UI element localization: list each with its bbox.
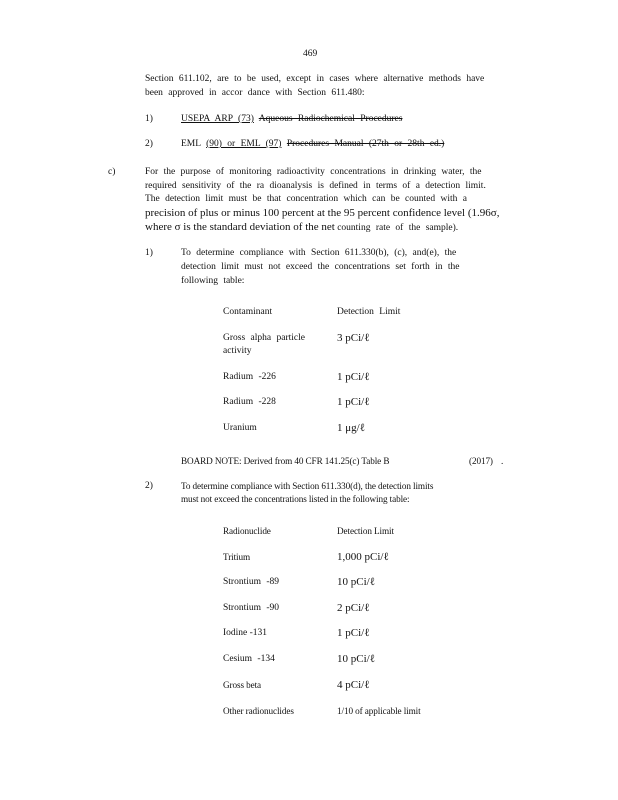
method-2-deleted-title: Procedures Manual (27th or 28th ed.) bbox=[286, 139, 445, 149]
table2-row-1-name: Tritium bbox=[223, 552, 251, 562]
sub1-line-3: following table: bbox=[181, 276, 245, 286]
method-1-deleted-title: Aqueous Radiochemical Procedures bbox=[258, 114, 403, 124]
table1-row-3-name: Radium -228 bbox=[223, 397, 276, 407]
sub2-number: 2) bbox=[145, 481, 153, 491]
table1-row-1-name-cont: activity bbox=[223, 346, 252, 356]
table2-row-5-value: 10 pCi/ℓ bbox=[337, 653, 375, 665]
section-c-line-2: required sensitivity of the ra dioanalysis is defined in terms of a detection limit. bbox=[145, 181, 486, 191]
section-c-line-5-b: counting rate of the sample). bbox=[337, 223, 459, 233]
table2-row-5-name: Cesium -134 bbox=[223, 654, 275, 664]
table2-row-6-value: 4 pCi/ℓ bbox=[337, 679, 370, 691]
table2-row-6-name: Gross beta bbox=[223, 680, 262, 690]
sub2-line-1: To determine compliance with Section 611.330(d), the detection limits bbox=[181, 481, 434, 491]
table1-header-limit: Detection Limit bbox=[337, 307, 401, 317]
method-1-citation: USEPA ARP (73) bbox=[181, 114, 254, 124]
section-c-line-4: precision of plus or minus 100 percent at the 95 percent confidence level (1.96σ, bbox=[145, 207, 500, 219]
table2-row-4-name: Iodine -131 bbox=[223, 628, 268, 638]
table2-row-2-name: Strontium -89 bbox=[223, 577, 280, 587]
table2-row-7-name: Other radionuclides bbox=[223, 706, 294, 716]
section-c-label: c) bbox=[108, 167, 116, 177]
sub1-line-1: To determine compliance with Section 611.330(b), (c), and(e), the bbox=[181, 248, 457, 258]
table2-header-limit: Detection Limit bbox=[337, 526, 394, 536]
method-2-citation: EML bbox=[181, 139, 201, 149]
section-c-line-5 bbox=[145, 221, 458, 233]
board-note: BOARD NOTE: Derived from 40 CFR 141.25(c) Table B bbox=[181, 456, 390, 466]
method-2-number: 2) bbox=[145, 139, 153, 149]
intro-line-1: Section 611.102, are to be used, except in cases where alternative methods have bbox=[145, 74, 485, 84]
table1-row-1-value: 3 pCi/ℓ bbox=[337, 332, 370, 344]
table1-row-4-value: 1 μg/ℓ bbox=[337, 422, 365, 434]
method-2-text bbox=[181, 139, 444, 149]
board-note-year: (2017) bbox=[469, 456, 493, 466]
table2-row-4-value: 1 pCi/ℓ bbox=[337, 627, 370, 639]
sub1-number: 1) bbox=[145, 248, 153, 258]
table1-header-contaminant: Contaminant bbox=[223, 307, 273, 317]
section-c-line-1: For the purpose of monitoring radioactivity concentrations in drinking water, the bbox=[145, 167, 482, 177]
table2-row-2-value: 10 pCi/ℓ bbox=[337, 576, 375, 588]
table1-row-2-name: Radium -226 bbox=[223, 372, 276, 382]
table2-row-7-value: 1/10 of applicable limit bbox=[337, 706, 421, 716]
page-number: 469 bbox=[303, 49, 318, 59]
intro-line-2: been approved in accor dance with Section 611.480: bbox=[145, 88, 365, 98]
method-1-number: 1) bbox=[145, 114, 153, 124]
method-1-text bbox=[181, 114, 402, 124]
section-c-line-3: The detection limit must be that concentration which can be counted with a bbox=[145, 194, 467, 204]
table2-header-radionuclide: Radionuclide bbox=[223, 526, 271, 536]
sub1-line-2: detection limit must not exceed the concentrations set forth in the bbox=[181, 262, 460, 272]
table1-row-2-value: 1 pCi/ℓ bbox=[337, 371, 370, 383]
table1-row-4-name: Uranium bbox=[223, 423, 257, 433]
table2-row-1-value: 1,000 pCi/ℓ bbox=[337, 551, 389, 563]
sub2-line-2: must not exceed the concentrations listed in the following table: bbox=[181, 494, 410, 504]
table1-row-1-name: Gross alpha particle bbox=[223, 333, 305, 343]
board-note-period: . bbox=[501, 456, 504, 466]
table2-row-3-name: Strontium -90 bbox=[223, 603, 280, 613]
table2-row-3-value: 2 pCi/ℓ bbox=[337, 602, 370, 614]
section-c-line-5-a: where σ is the standard deviation of the net bbox=[145, 221, 335, 233]
table1-row-3-value: 1 pCi/ℓ bbox=[337, 396, 370, 408]
method-2-inserted-citation: (90) or EML (97) bbox=[206, 139, 282, 149]
